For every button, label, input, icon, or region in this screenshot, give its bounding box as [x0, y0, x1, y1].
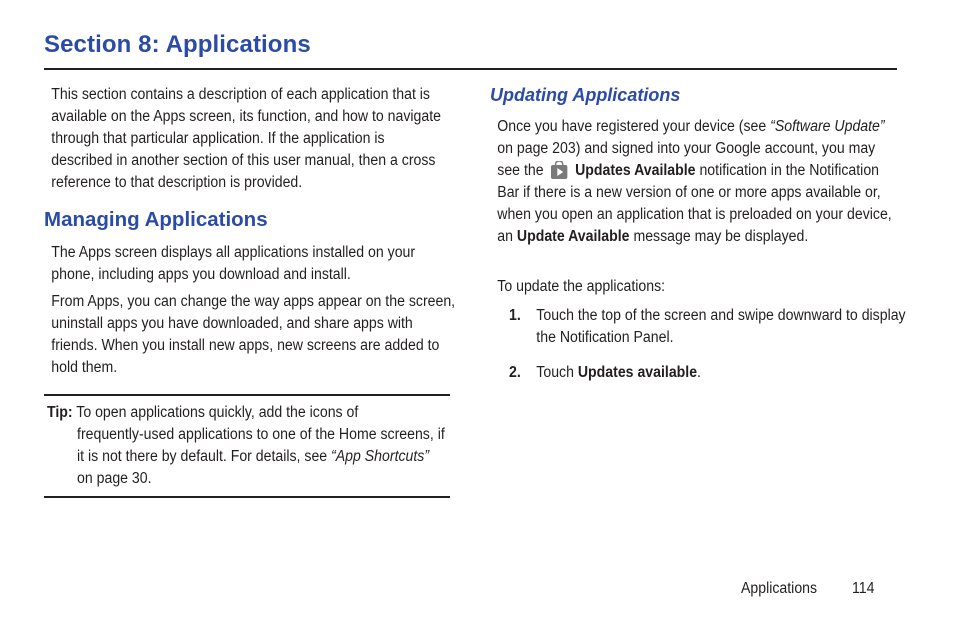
step-text: Touch the top of the screen and swipe downward to display the Notification Panel. — [536, 307, 906, 346]
updating-text-c: notification in the Notification Bar if there is a new version of one or more apps available or, when you open an application that is preloaded on your device, an — [497, 162, 892, 245]
step-text — [536, 362, 909, 384]
page-title: Section 8: Applications — [44, 31, 311, 58]
updates-available-target: Updates available — [577, 364, 698, 381]
step-number: 1. — [509, 307, 521, 324]
managing-heading: Managing Applications — [44, 208, 268, 231]
tip-text-body — [47, 424, 446, 490]
tip-text-rest: frequently-used applications to one of the Home screens, if it is not there by default. For details, see — [77, 426, 445, 465]
managing-paragraph-1: The Apps screen displays all applications installed on your phone, including apps you download and install. — [51, 244, 416, 283]
step-2-post: . — [697, 364, 701, 381]
footer-section-name: Applications — [741, 580, 818, 597]
managing-paragraph-2: From Apps, you can change the way apps appear on the screen, uninstall apps you have downloaded, and share apps with friends. When you install new apps, new screens are added to hold them. — [51, 293, 456, 376]
step-number: 2. — [509, 364, 521, 381]
page-number: 114 — [852, 580, 875, 597]
updating-text-b: on page 203) and signed into your Google account, you may see the — [497, 140, 876, 179]
updating-heading: Updating Applications — [490, 85, 681, 105]
updating-text-a: Once you have registered your device (see — [497, 118, 767, 135]
tip-label: Tip: — [47, 404, 73, 421]
play-store-update-icon — [550, 161, 568, 179]
updates-available-label: Updates Available — [575, 162, 696, 179]
tip-ref-tail: on page 30. — [77, 470, 152, 487]
step-2-pre: Touch — [536, 364, 574, 381]
tip-text — [47, 402, 447, 490]
to-update-text: To update the applications: — [497, 278, 666, 295]
tip-cross-reference-link[interactable]: “App Shortcuts” — [331, 448, 430, 465]
software-update-link[interactable]: “Software Update” — [770, 118, 885, 135]
title-divider — [44, 68, 897, 70]
intro-paragraph: This section contains a description of each application that is available on the Apps screen, its function, and how to navigate through that particular application. If the application is described in another section of this user manual, then a cross reference to that description is provided. — [51, 86, 442, 191]
tip-box — [44, 394, 450, 498]
updating-paragraph — [490, 116, 898, 248]
updating-text-d: message may be displayed. — [633, 228, 809, 245]
tip-text-line1: To open applications quickly, add the icons of — [76, 404, 359, 421]
update-available-label: Update Available — [516, 228, 630, 245]
